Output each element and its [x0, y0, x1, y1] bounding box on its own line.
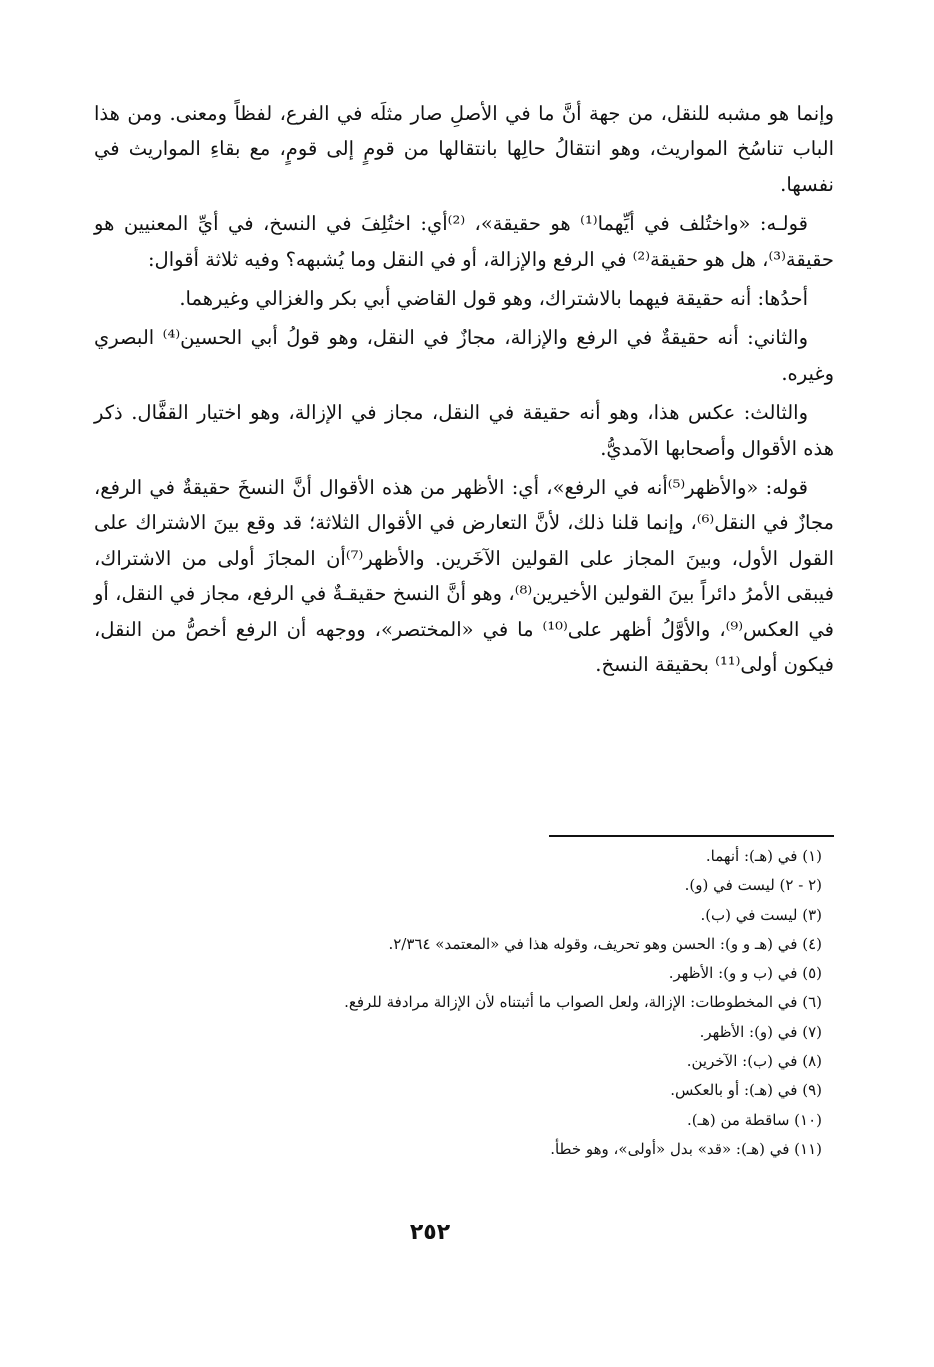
paragraph: قولـه: «واختُلف في أيِّهما⁽¹⁾ هو حقيقة»، ⁽²⁾أي: اختُلِفَ في النسخ، في أيِّ المعنيين هو حقيقة⁽³⁾، هل هو حقيقة⁽²⁾ في الرفع والإزالة، أو في النقل وما يُشبهه؟ وفيه ثلاثة أقوال: [94, 212, 834, 271]
footnote-separator [549, 835, 834, 837]
footnote: (١٠) ساقطة من (هـ). [686, 1110, 822, 1129]
footnote: (٦) في المخطوطات: الإزالة، ولعل الصواب ما أثبتناه لأن الإزالة مرادفة للرفع. [344, 993, 822, 1012]
footnote: (١) في (هـ): أنهما. [705, 847, 822, 865]
page-number: ٢٥٢ [409, 1220, 451, 1245]
paragraph: وإنما هو مشبه للنقل، من جهة أنَّ ما في الأصلِ صار مثلَه في الفرع، لفظاً ومعنى. ومن هذا الباب تناسُخ المواريث، وهو انتقالُ حالِها بانتقالها من قومٍ إلى قومٍ، مع بقاءِ المواريث في نفسها. [94, 102, 834, 196]
footnote: (٩) في (هـ): أو بالعكس. [670, 1081, 822, 1100]
footnotes [102, 842, 822, 1164]
paragraph: أحدُها: أنه حقيقة فيهما بالاشتراك، وهو قول القاضي أبي بكر والغزالي وغيرهما. [179, 287, 808, 311]
footnote: (٥) في (ب و و): الأظهر. [668, 964, 822, 983]
paragraph: قوله: «والأظهر⁽⁵⁾أنه في الرفع»، أي: الأظهر من هذه الأقوال أنَّ النسخَ حقيقةٌ في الرفع، مجازٌ في النقل⁽⁶⁾، وإنما قلنا ذلك، لأنَّ التعارض في الأقوال الثلاثة؛ قد وقع بينَ الاشتراك على القول الأول، وبينَ المجاز على القولين الآخَرين. والأظهر⁽⁷⁾أن المجازَ أولى من الاشتراك، فيبقى الأمرُ دائراً بينَ القولين الأخيرين⁽⁸⁾، وهو أنَّ النسخ حقيقـةٌ في الرفع، مجاز في النقل، أو في العكس⁽⁹⁾، والأوَّلُ أظهر على⁽¹⁰⁾ ما في «المختصر»، ووجهه أن الرفع أخصُّ من النقل، فيكون أولى⁽¹¹⁾ بحقيقة النسخ. [94, 476, 835, 677]
footnote: (٢ - ٢) ليست في (و). [684, 876, 822, 895]
paragraph: والثالث: عكس هذا، وهو أنه حقيقة في النقل، مجاز في الإزالة، وهو اختيار القفَّال. ذكر هذه الأقوال وأصحابها الآمديُّ. [94, 401, 834, 460]
footnote: (٤) في (هـ و و): الحسن وهو تحريف، وقوله هذا في «المعتمد» ٢/٣٦٤. [388, 934, 822, 953]
footnote: (٨) في (ب): الآخرين. [686, 1052, 822, 1071]
main-text [94, 96, 834, 683]
paragraph: والثاني: أنه حقيقةٌ في الرفع والإزالة، مجازٌ في النقل، وهو قولُ أبي الحسين⁽⁴⁾ البصري وغيره. [94, 326, 834, 385]
footnote: (٣) ليست في (ب). [700, 905, 822, 924]
footnote: (١١) في (هـ): «قد» بدل «أولى»، وهو خطأ. [550, 1139, 822, 1158]
footnote: (٧) في (و): الأظهر. [699, 1022, 822, 1041]
